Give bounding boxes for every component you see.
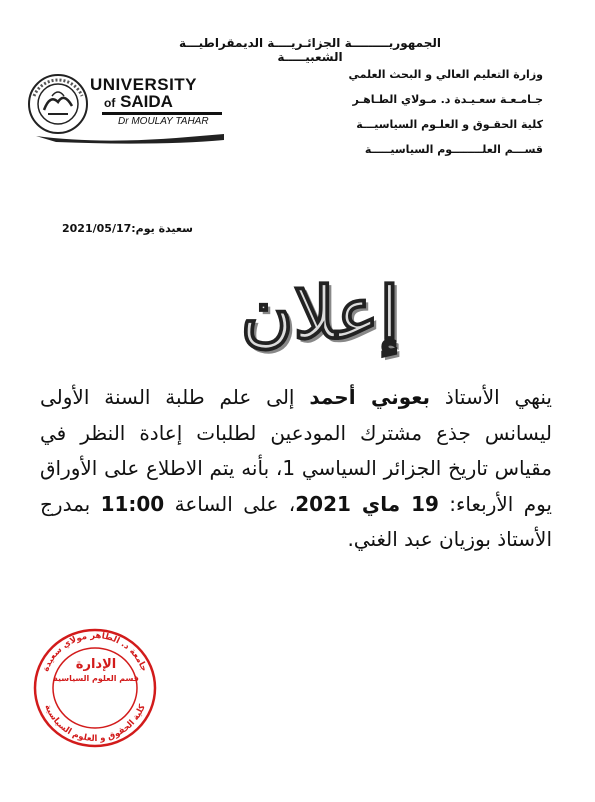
logo-swoosh-icon: [36, 130, 226, 146]
stamp-center-sub: قسم العلوم السياسية: [53, 674, 139, 683]
announcement-middle: ، على الساعة: [164, 491, 296, 516]
announcement-intro: ينهي الأستاذ: [430, 385, 552, 409]
title-block: [170, 268, 470, 358]
university-logo: [26, 72, 216, 142]
stamp-outer-bottom: كلية الحقوق و العلوم السياسية: [42, 703, 148, 745]
institution-header: [333, 62, 543, 162]
svg-text:كلية الحقوق و العلوم السياسية: [42, 703, 148, 744]
date-label: سعيدة يوم:: [131, 222, 193, 235]
date-line: [62, 222, 262, 235]
date-value: 2021/05/17: [62, 222, 132, 235]
announcement-body: [40, 380, 552, 558]
logo-of-saida: [104, 92, 173, 112]
stamp-center-title: الإدارة: [75, 657, 117, 672]
logo-university-word: UNIVERSITY: [90, 75, 198, 94]
department-line: قســـم العلــــــــوم السياسيـــــة: [364, 143, 543, 156]
exam-date: 19 ماي 2021: [295, 491, 439, 516]
university-seal-icon: [26, 72, 90, 136]
stamp-center: [46, 656, 146, 685]
university-line: جـامـعـة سعـيـدة د. مـولاي الطـاهـر: [352, 93, 543, 106]
republic-heading: الجمهوريـــــــــة الجزائـريــــة الديمقراطيـــة الشعبيـــــة: [179, 36, 441, 64]
stamp-outer-top: جامعة د. الطاهر مولاي سعيدة: [41, 630, 149, 674]
logo-of-word: of: [104, 96, 116, 110]
page-title: إعلان: [240, 270, 400, 355]
ministry-line: وزارة التعليم العالي و البحث العلمي: [348, 68, 543, 81]
stamp-circle-icon: [30, 626, 160, 750]
logo-underline: [102, 112, 222, 115]
professor-name: بعوني أحمد: [309, 385, 431, 409]
announcement-main: إلى علم طلبة السنة الأولى ليسانس جذع مشترك المودعين لطلبات إعادة النظر في مقياس تاريخ الجزائر السياسي 1، بأنه يتم الاطلاع على الأوراق يوم الأربعاء:: [40, 385, 552, 516]
exam-time: 11:00: [100, 491, 165, 516]
logo-saida-word: SAIDA: [120, 92, 173, 111]
official-stamp: [30, 626, 160, 750]
announcement-ending: بمدرج الأستاذ بوزيان عبد الغني.: [40, 491, 552, 551]
faculty-line: كلية الحقـوق و العلـوم السياسيـــة: [356, 118, 543, 131]
logo-dr-name: Dr MOULAY TAHAR: [118, 116, 209, 127]
